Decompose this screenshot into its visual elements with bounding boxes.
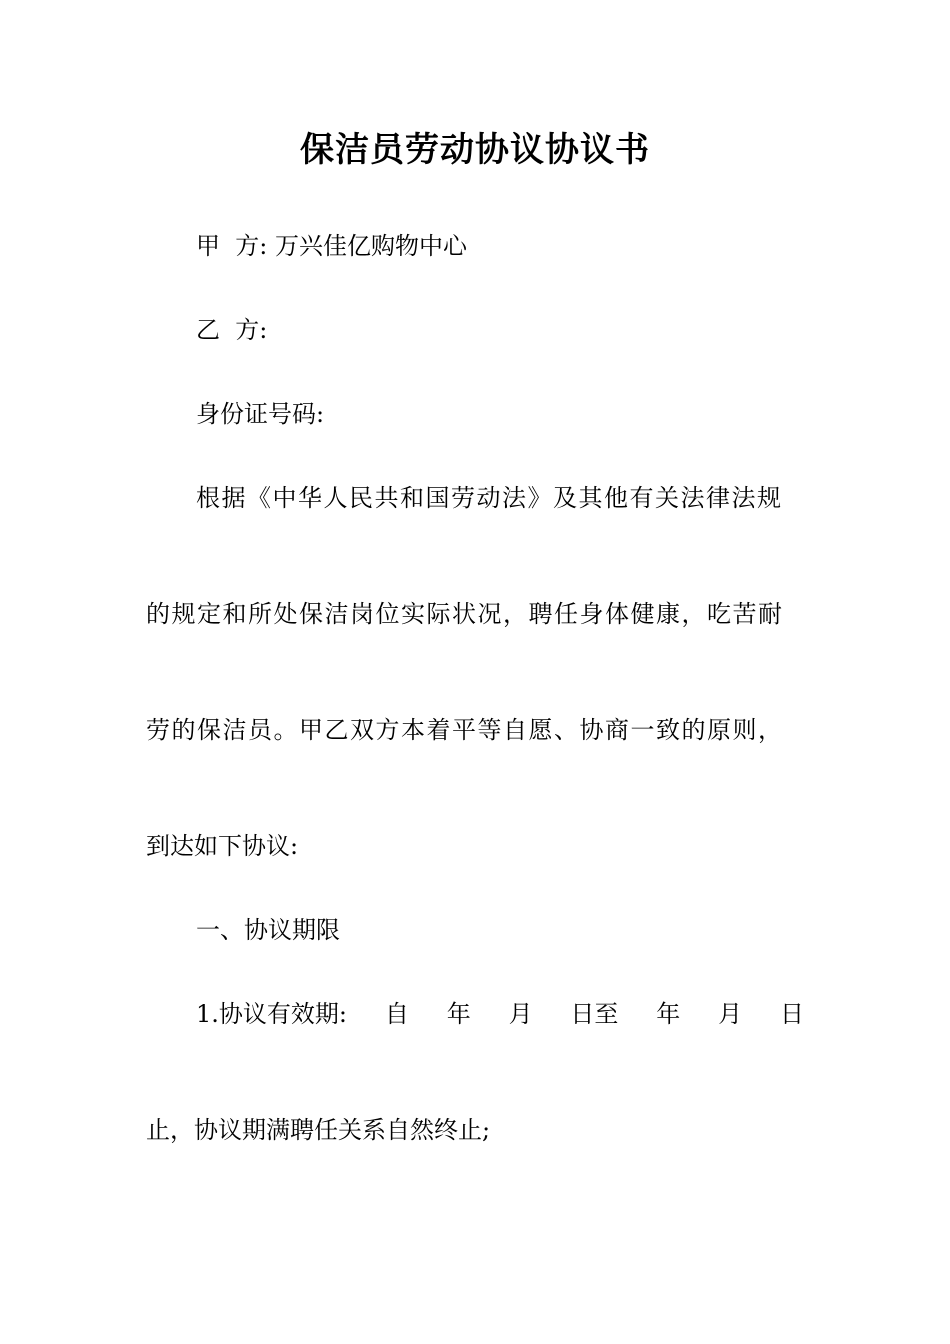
party-b-label: 乙 方: (196, 316, 268, 344)
clause-1-month-2: 月 (718, 1000, 743, 1028)
party-a-line (196, 230, 467, 262)
clause-1-day-2: 日 (780, 1000, 804, 1028)
clause-1-month-1: 月 (508, 1000, 533, 1028)
clause-1-prefix: 1.协议有效期: (196, 1000, 347, 1028)
intro-line-2: 的规定和所处保洁岗位实际状况，聘任身体健康，吃苦耐 (146, 600, 784, 628)
party-a-label: 甲 方: (196, 232, 268, 260)
clause-1-year-2: 年 (656, 1000, 681, 1028)
intro-line-4: 到达如下协议: (146, 832, 299, 860)
clause-1-line-2: 止，协议期满聘任关系自然终止; (146, 1116, 491, 1144)
intro-line-3: 劳的保洁员。甲乙双方本着平等自愿、协商一致的原则， (146, 716, 784, 744)
clause-1-from: 自 (384, 1000, 409, 1028)
section-1-heading: 一、协议期限 (196, 916, 340, 944)
clause-1-line-1 (196, 998, 804, 1030)
document-title: 保洁员劳动协议协议书 (300, 130, 650, 170)
clause-1-day-1-to: 日至 (570, 1000, 619, 1028)
intro-line-1: 根据《中华人民共和国劳动法》及其他有关法律法规 (196, 484, 783, 512)
id-number-label: 身份证号码: (196, 400, 325, 428)
id-number-line (196, 398, 324, 430)
party-a-value: 万兴佳亿购物中心 (274, 232, 467, 260)
party-b-line (196, 314, 267, 346)
clause-1-year-1: 年 (446, 1000, 471, 1028)
